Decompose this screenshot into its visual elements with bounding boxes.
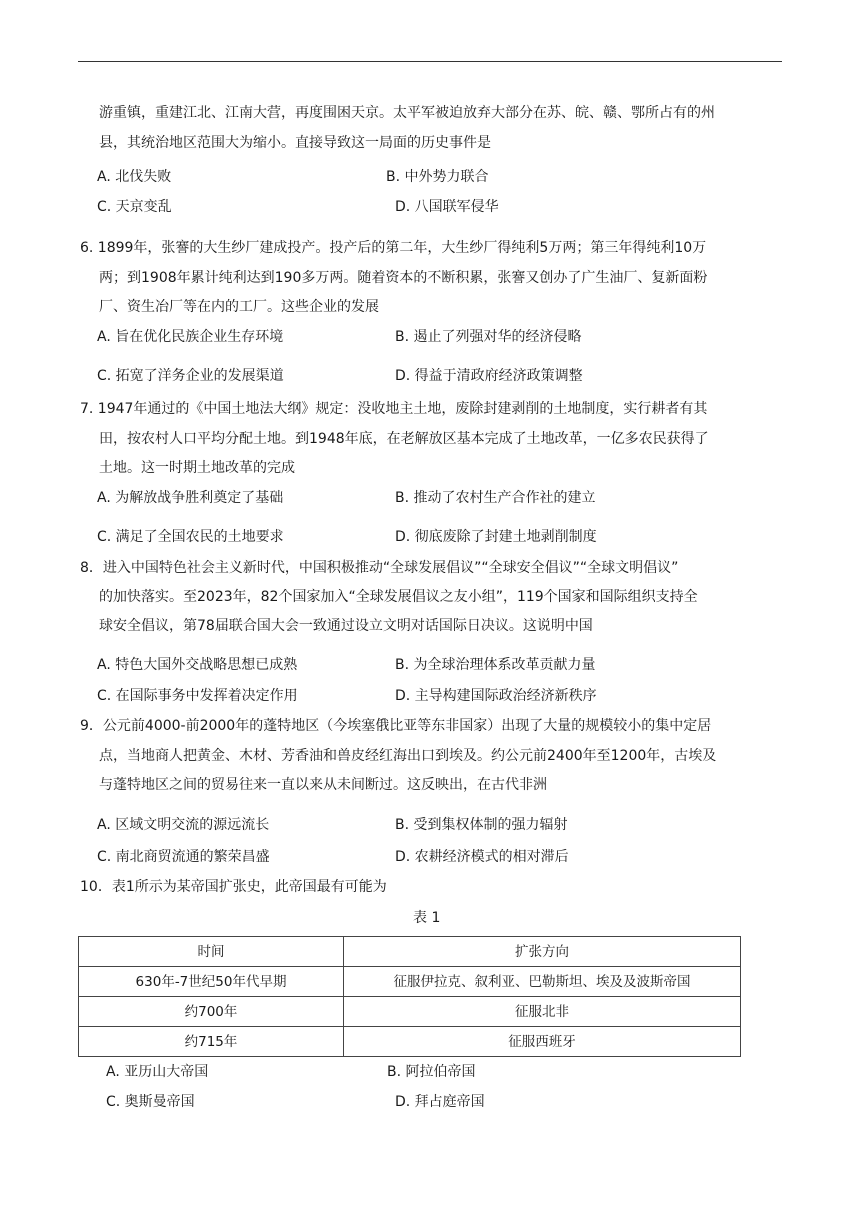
table-row [79, 967, 741, 997]
question-6-text-line: 厂、资生冶厂等在内的工厂。这些企业的发展 [99, 299, 379, 315]
question-8-stem: 8．进入中国特色社会主义新时代，中国积极推动“全球发展倡议”“全球安全倡议”“全球文明倡议” [80, 560, 679, 576]
question-7-text-line: 土地。这一时期土地改革的完成 [99, 460, 295, 476]
table-caption: 表 1 [413, 910, 441, 926]
table-cell: 约700年 [79, 997, 344, 1027]
question-9-option-b[interactable]: B. 受到集权体制的强力辐射 [395, 817, 568, 833]
question-10-stem: 10．表1所示为某帝国扩张史，此帝国最有可能为 [80, 879, 387, 895]
question-9-stem: 9．公元前4000-前2000年的蓬特地区（今埃塞俄比亚等东非国家）出现了大量的规模较小的集中定居 [80, 718, 712, 734]
table-cell: 征服北非 [344, 997, 741, 1027]
question-7-option-c[interactable]: C. 满足了全国农民的土地要求 [97, 529, 284, 545]
question-9-option-d[interactable]: D. 农耕经济模式的相对滞后 [395, 849, 569, 865]
question-6-stem: 6. 1899年，张謇的大生纱厂建成投产。投产后的第二年，大生纱厂得纯利5万两；第三年得纯利10万 [80, 240, 707, 256]
question-7-option-d[interactable]: D. 彻底废除了封建土地剥削制度 [395, 529, 597, 545]
question-9-text-line: 点，当地商人把黄金、木材、芳香油和兽皮经红海出口到埃及。约公元前2400年至1200年，古埃及 [99, 748, 717, 764]
question-9-text-line: 与蓬特地区之间的贸易往来一直以来从未间断过。这反映出，在古代非洲 [99, 777, 547, 793]
table-cell: 630年-7世纪50年代早期 [79, 967, 344, 997]
question-8-text-line: 的加快落实。至2023年，82个国家加入“全球发展倡议之友小组”，119个国家和国际组织支持全 [99, 589, 698, 605]
question-5-text-line: 游重镇，重建江北、江南大营，再度围困天京。太平军被迫放弃大部分在苏、皖、赣、鄂所占有的州 [99, 105, 715, 121]
question-6-option-a[interactable]: A. 旨在优化民族企业生存环境 [97, 329, 284, 345]
table-cell: 征服西班牙 [344, 1027, 741, 1057]
table-cell: 约715年 [79, 1027, 344, 1057]
question-7-text-line: 田，按农村人口平均分配土地。到1948年底，在老解放区基本完成了土地改革，一亿多农民获得了 [99, 431, 709, 447]
question-5-option-d[interactable]: D. 八国联军侵华 [395, 199, 499, 215]
question-7-stem: 7. 1947年通过的《中国土地法大纲》规定：没收地主土地，废除封建剥削的土地制度，实行耕者有其 [80, 401, 708, 417]
question-6-text-line: 两；到1908年累计纯利达到190多万两。随着资本的不断积累，张謇又创办了广生油厂、复新面粉 [99, 270, 708, 286]
question-8-option-a[interactable]: A. 特色大国外交战略思想已成熟 [97, 657, 298, 673]
question-7-option-a[interactable]: A. 为解放战争胜利奠定了基础 [97, 490, 284, 506]
question-5-option-b[interactable]: B. 中外势力联合 [386, 169, 489, 185]
table-row [79, 1027, 741, 1057]
question-9-option-a[interactable]: A. 区域文明交流的源远流长 [97, 817, 270, 833]
question-5-option-a[interactable]: A. 北伐失败 [97, 169, 172, 185]
question-5-text-line: 县，其统治地区范围大为缩小。直接导致这一局面的历史事件是 [99, 135, 491, 151]
question-10-option-b[interactable]: B. 阿拉伯帝国 [387, 1064, 476, 1080]
question-10-option-d[interactable]: D. 拜占庭帝国 [395, 1094, 485, 1110]
question-8-option-d[interactable]: D. 主导构建国际政治经济新秩序 [395, 688, 597, 704]
question-8-option-b[interactable]: B. 为全球治理体系改革贡献力量 [395, 657, 596, 673]
question-6-option-c[interactable]: C. 拓宽了洋务企业的发展渠道 [97, 368, 284, 384]
question-8-option-c[interactable]: C. 在国际事务中发挥着决定作用 [97, 688, 298, 704]
header-rule [78, 61, 782, 62]
question-7-option-b[interactable]: B. 推动了农村生产合作社的建立 [395, 490, 596, 506]
table-header-cell: 时间 [79, 937, 344, 967]
question-6-option-b[interactable]: B. 遏止了列强对华的经济侵略 [395, 329, 582, 345]
question-6-option-d[interactable]: D. 得益于清政府经济政策调整 [395, 368, 583, 384]
question-8-text-line: 球安全倡议，第78届联合国大会一致通过设立文明对话国际日决议。这说明中国 [99, 618, 593, 634]
table-header-cell: 扩张方向 [344, 937, 741, 967]
table-row [79, 997, 741, 1027]
table-header-row [79, 937, 741, 967]
expansion-table [78, 936, 741, 1057]
question-10-option-c[interactable]: C. 奥斯曼帝国 [106, 1094, 195, 1110]
table-cell: 征服伊拉克、叙利亚、巴勒斯坦、埃及及波斯帝国 [344, 967, 741, 997]
question-10-option-a[interactable]: A. 亚历山大帝国 [106, 1064, 209, 1080]
question-5-option-c[interactable]: C. 天京变乱 [97, 199, 172, 215]
question-9-option-c[interactable]: C. 南北商贸流通的繁荣昌盛 [97, 849, 270, 865]
